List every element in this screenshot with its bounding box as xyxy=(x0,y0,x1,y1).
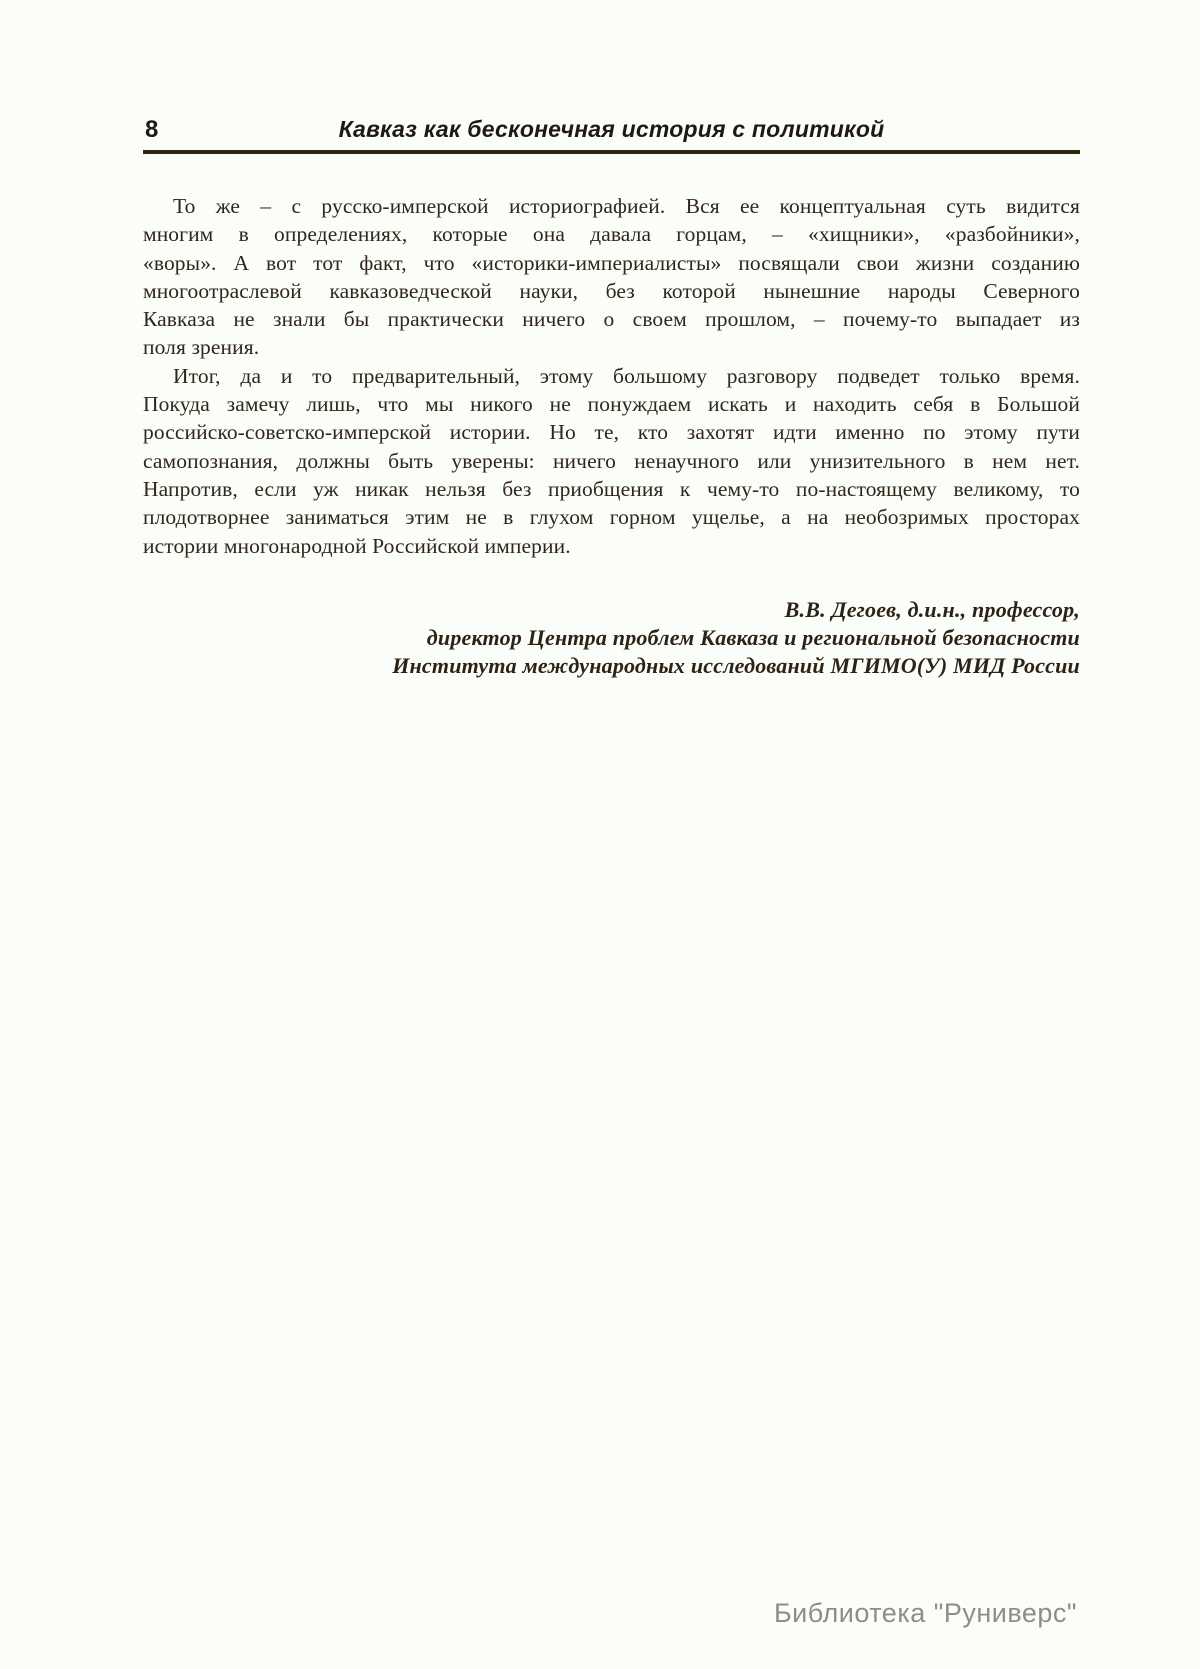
paragraph xyxy=(143,192,1080,362)
body-text xyxy=(143,192,1080,560)
text-line: истории многонародной Российской империи. xyxy=(143,533,571,558)
page-number: 8 xyxy=(145,116,159,143)
text-line: «воры». А вот тот факт, что «историки-империалисты» посвящали свои жизни созданию xyxy=(143,250,1080,275)
author-signature-block xyxy=(143,596,1080,680)
paragraph xyxy=(143,362,1080,560)
text-line: Покуда замечу лишь, что мы никого не понуждаем искать и находить себя в Большой xyxy=(143,392,1080,417)
text-line: многоотраслевой кавказоведческой науки, без которой нынешние народы Северного xyxy=(143,278,1080,303)
signature-line: Института международных исследований МГИМО(У) МИД России xyxy=(392,653,1080,678)
text-line: многим в определениях, которые она давала горцам, – «хищники», «разбойники», xyxy=(143,222,1080,247)
signature-line: директор Центра проблем Кавказа и региональной безопасности xyxy=(426,625,1080,650)
text-line: Кавказа не знали бы практически ничего о своем прошлом, – почему-то выпадает из xyxy=(143,307,1080,332)
text-line: российско-советско-имперской истории. Но те, кто захотят идти именно по этому пути xyxy=(143,420,1080,445)
library-watermark: Библиотека "Руниверс" xyxy=(773,1598,1077,1628)
text-line: Итог, да и то предварительный, этому большому разговору подведет только время. xyxy=(173,363,1080,388)
text-line: Напротив, если уж никак нельзя без приобщения к чему-то по-настоящему великому, то xyxy=(143,476,1080,501)
text-line: самопознания, должны быть уверены: ничего ненаучного или унизительного в нем нет. xyxy=(143,448,1080,473)
text-line: плодотворнее заниматься этим не в глухом горном ущелье, а на необозримых просторах xyxy=(143,505,1080,530)
running-head xyxy=(143,116,1080,146)
chapter-title: Кавказ как бесконечная история с политикой xyxy=(338,116,885,142)
text-line: То же – с русско-имперской историографией. Вся ее концептуальная суть видится xyxy=(173,194,1080,218)
text-line: поля зрения. xyxy=(143,335,260,360)
signature-line: В.В. Дегоев, д.и.н., профессор, xyxy=(784,597,1080,622)
header-rule xyxy=(143,150,1080,154)
